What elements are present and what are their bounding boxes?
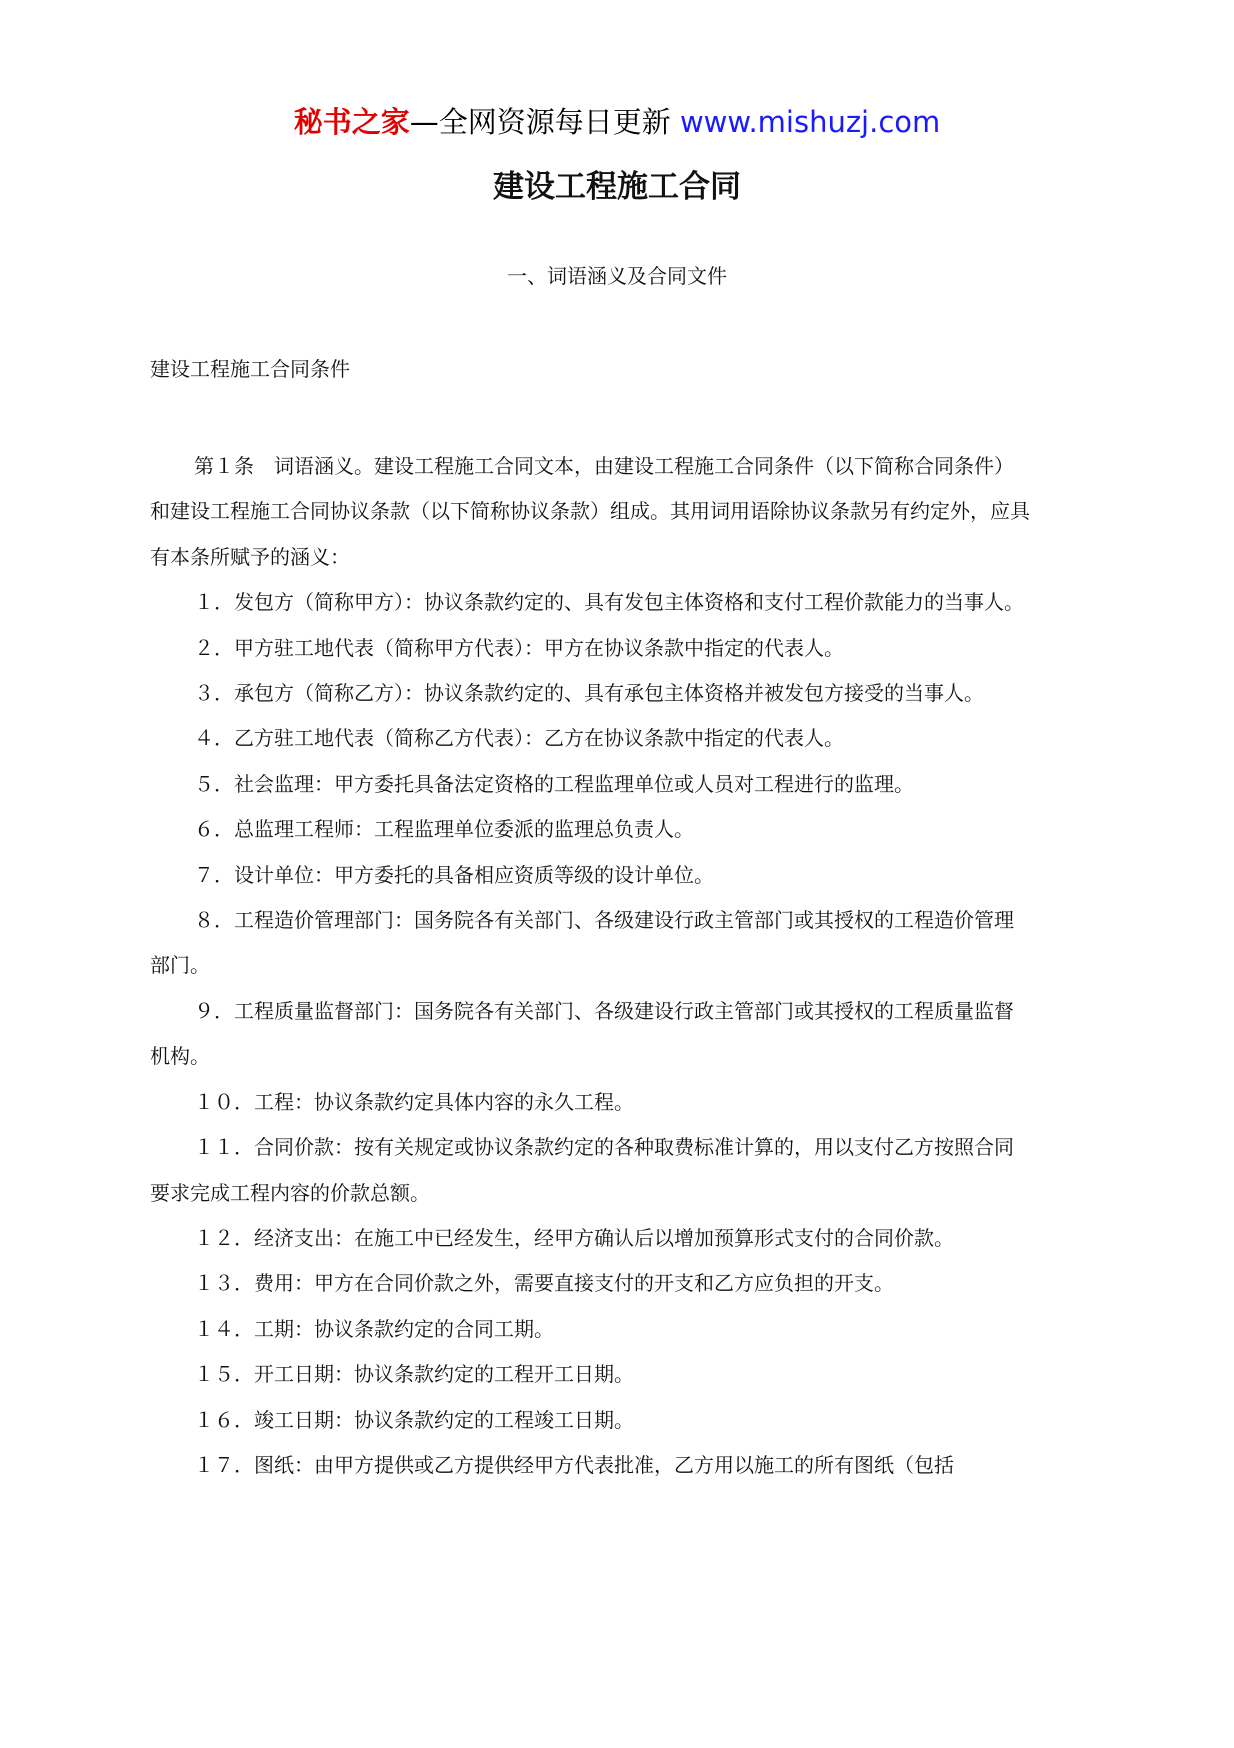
paragraph: ３．承包方（简称乙方）：协议条款约定的、具有承包主体资格并被发包方接受的当事人。 [194, 681, 984, 706]
paragraph: ５．社会监理：甲方委托具备法定资格的工程监理单位或人员对工程进行的监理。 [194, 771, 914, 796]
site-tagline: —全网资源每日更新 [409, 105, 680, 139]
paragraph: １４．工期：协议条款约定的合同工期。 [194, 1316, 554, 1341]
paragraph: １２．经济支出：在施工中已经发生，经甲方确认后以增加预算形式支付的合同价款。 [194, 1225, 954, 1250]
subheading: 建设工程施工合同条件 [150, 357, 350, 381]
section-title: 一、词语涵义及合同文件 [507, 264, 727, 288]
site-header [0, 102, 1234, 142]
paragraph: １．发包方（简称甲方）：协议条款约定的、具有发包主体资格和支付工程价款能力的当事人。 [194, 590, 1024, 615]
site-url: www.mishuzj.com [679, 105, 941, 139]
site-brand: 秘书之家 [293, 105, 410, 139]
paragraph: ８．工程造价管理部门：国务院各有关部门、各级建设行政主管部门或其授权的工程造价管理部门。 [150, 908, 1014, 978]
paragraph: ７．设计单位：甲方委托的具备相应资质等级的设计单位。 [194, 862, 714, 887]
paragraph: ６．总监理工程师：工程监理单位委派的监理总负责人。 [194, 817, 694, 842]
paragraph: ４．乙方驻工地代表（简称乙方代表）：乙方在协议条款中指定的代表人。 [194, 726, 844, 751]
document-title: 建设工程施工合同 [493, 169, 741, 205]
paragraph: ２．甲方驻工地代表（简称甲方代表）：甲方在协议条款中指定的代表人。 [194, 635, 844, 660]
paragraph: １６．竣工日期：协议条款约定的工程竣工日期。 [194, 1407, 634, 1432]
paragraph: １１．合同价款：按有关规定或协议条款约定的各种取费标准计算的，用以支付乙方按照合同要求完成工程内容的价款总额。 [150, 1135, 1014, 1205]
paragraph: １０．工程：协议条款约定具体内容的永久工程。 [194, 1089, 634, 1114]
paragraph: １３．费用：甲方在合同价款之外，需要直接支付的开支和乙方应负担的开支。 [194, 1271, 894, 1296]
paragraph: １５．开工日期：协议条款约定的工程开工日期。 [194, 1362, 634, 1387]
paragraph: ９．工程质量监督部门：国务院各有关部门、各级建设行政主管部门或其授权的工程质量监督机构。 [150, 998, 1014, 1069]
document-body [150, 444, 1030, 1488]
paragraph: １７．图纸：由甲方提供或乙方提供经甲方代表批准，乙方用以施工的所有图纸（包括 [194, 1452, 954, 1477]
paragraph-article-1: 第１条 词语涵义。建设工程施工合同文本，由建设工程施工合同条件（以下简称合同条件）和建设工程施工合同协议条款（以下简称协议条款）组成。其用词用语除协议条款另有约定外，应具有本条所赋予的涵义： [150, 454, 1030, 569]
